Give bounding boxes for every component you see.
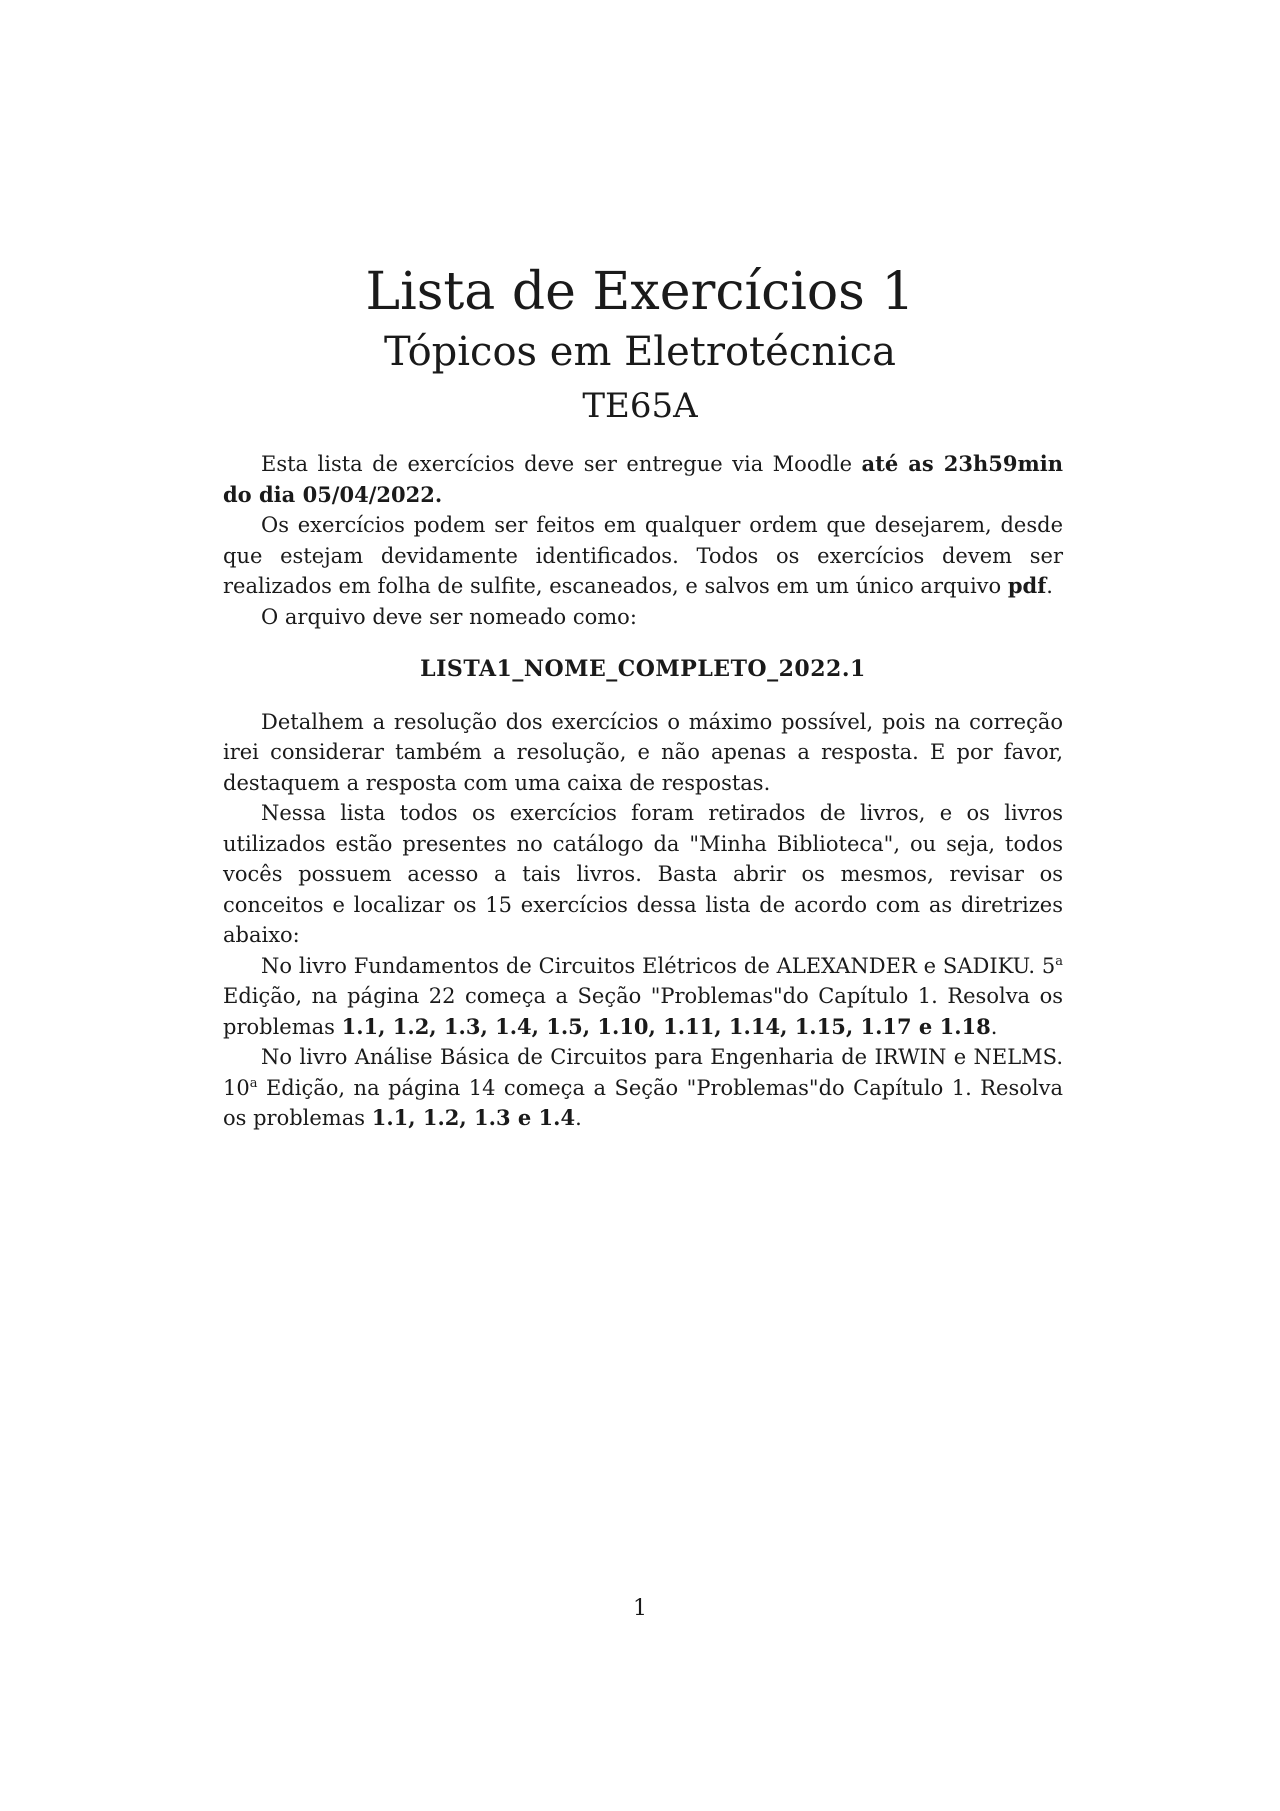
book1-text-2: Edição, na página 22 começa a Seção "Problemas"do Capítulo 1. Resolva os problemas (223, 984, 1063, 1039)
book2-text-2: Edição, na página 14 começa a Seção "Problemas"do Capítulo 1. Resolva os problemas (223, 1075, 1063, 1130)
paragraph-detail: Detalhem a resolução dos exercícios o máximo possível, pois na correção irei considerar também a resolução, e não apenas a resposta. E por favor, destaquem a resposta com uma caixa de respostas. (223, 709, 1063, 795)
book2-problems: 1.1, 1.2, 1.3 e 1.4 (371, 1105, 576, 1130)
book2-text: No livro Análise Básica de Circuitos para Engenharia de IRWIN e NELMS. 10 (223, 1045, 1063, 1100)
deadline-text: Esta lista de exercícios deve ser entregue via Moodle (261, 452, 862, 476)
paragraph-filename-intro: O arquivo deve ser nomeado como: (261, 604, 637, 629)
paragraph-format (223, 510, 1063, 602)
format-text: Os exercícios podem ser feitos em qualquer ordem que desejarem, desde que estejam devidamente identificados. Todos os exercícios devem ser realizados em folha de sulfite, escaneados, e salvos em um único arquivo (223, 513, 1063, 598)
book1-period: . (990, 1014, 998, 1039)
required-filename: LISTA1_NOME_COMPLETO_2022.1 (420, 656, 866, 682)
book2-edition-sup: a (249, 1075, 258, 1091)
format-period: . (1046, 574, 1053, 598)
paragraph-alexander-sadiku (223, 951, 1063, 1043)
deadline-date: até as 23h59min do dia 05/04/2022. (223, 451, 1063, 507)
course-code: TE65A (582, 386, 698, 426)
paragraph-books: Nessa lista todos os exercícios foram retirados de livros, e os livros utilizados estão presentes no catálogo da "Minha Biblioteca", ou seja, todos vocês possuem acesso a tais livros. Basta abrir os mesmos, revisar os conceitos e localizar os 15 exercícios dessa lista de acordo com as diretrizes abaixo: (223, 801, 1063, 947)
book1-text: No livro Fundamentos de Circuitos Elétricos de ALEXANDER e SADIKU. 5 (261, 953, 1056, 978)
book2-period: . (575, 1106, 582, 1130)
format-pdf: pdf (1007, 573, 1047, 598)
instructions-body (223, 449, 1063, 1134)
book1-problems: 1.1, 1.2, 1.3, 1.4, 1.5, 1.10, 1.11, 1.14, 1.15, 1.17 e 1.18 (341, 1013, 991, 1039)
book1-edition-sup: a (1055, 953, 1063, 969)
document-subtitle: Tópicos em Eletrotécnica (384, 329, 896, 375)
paragraph-deadline (223, 449, 1063, 510)
document-title: Lista de Exercícios 1 (365, 262, 915, 322)
page-number: 1 (633, 1596, 647, 1621)
paragraph-irwin-nelms (223, 1042, 1063, 1134)
